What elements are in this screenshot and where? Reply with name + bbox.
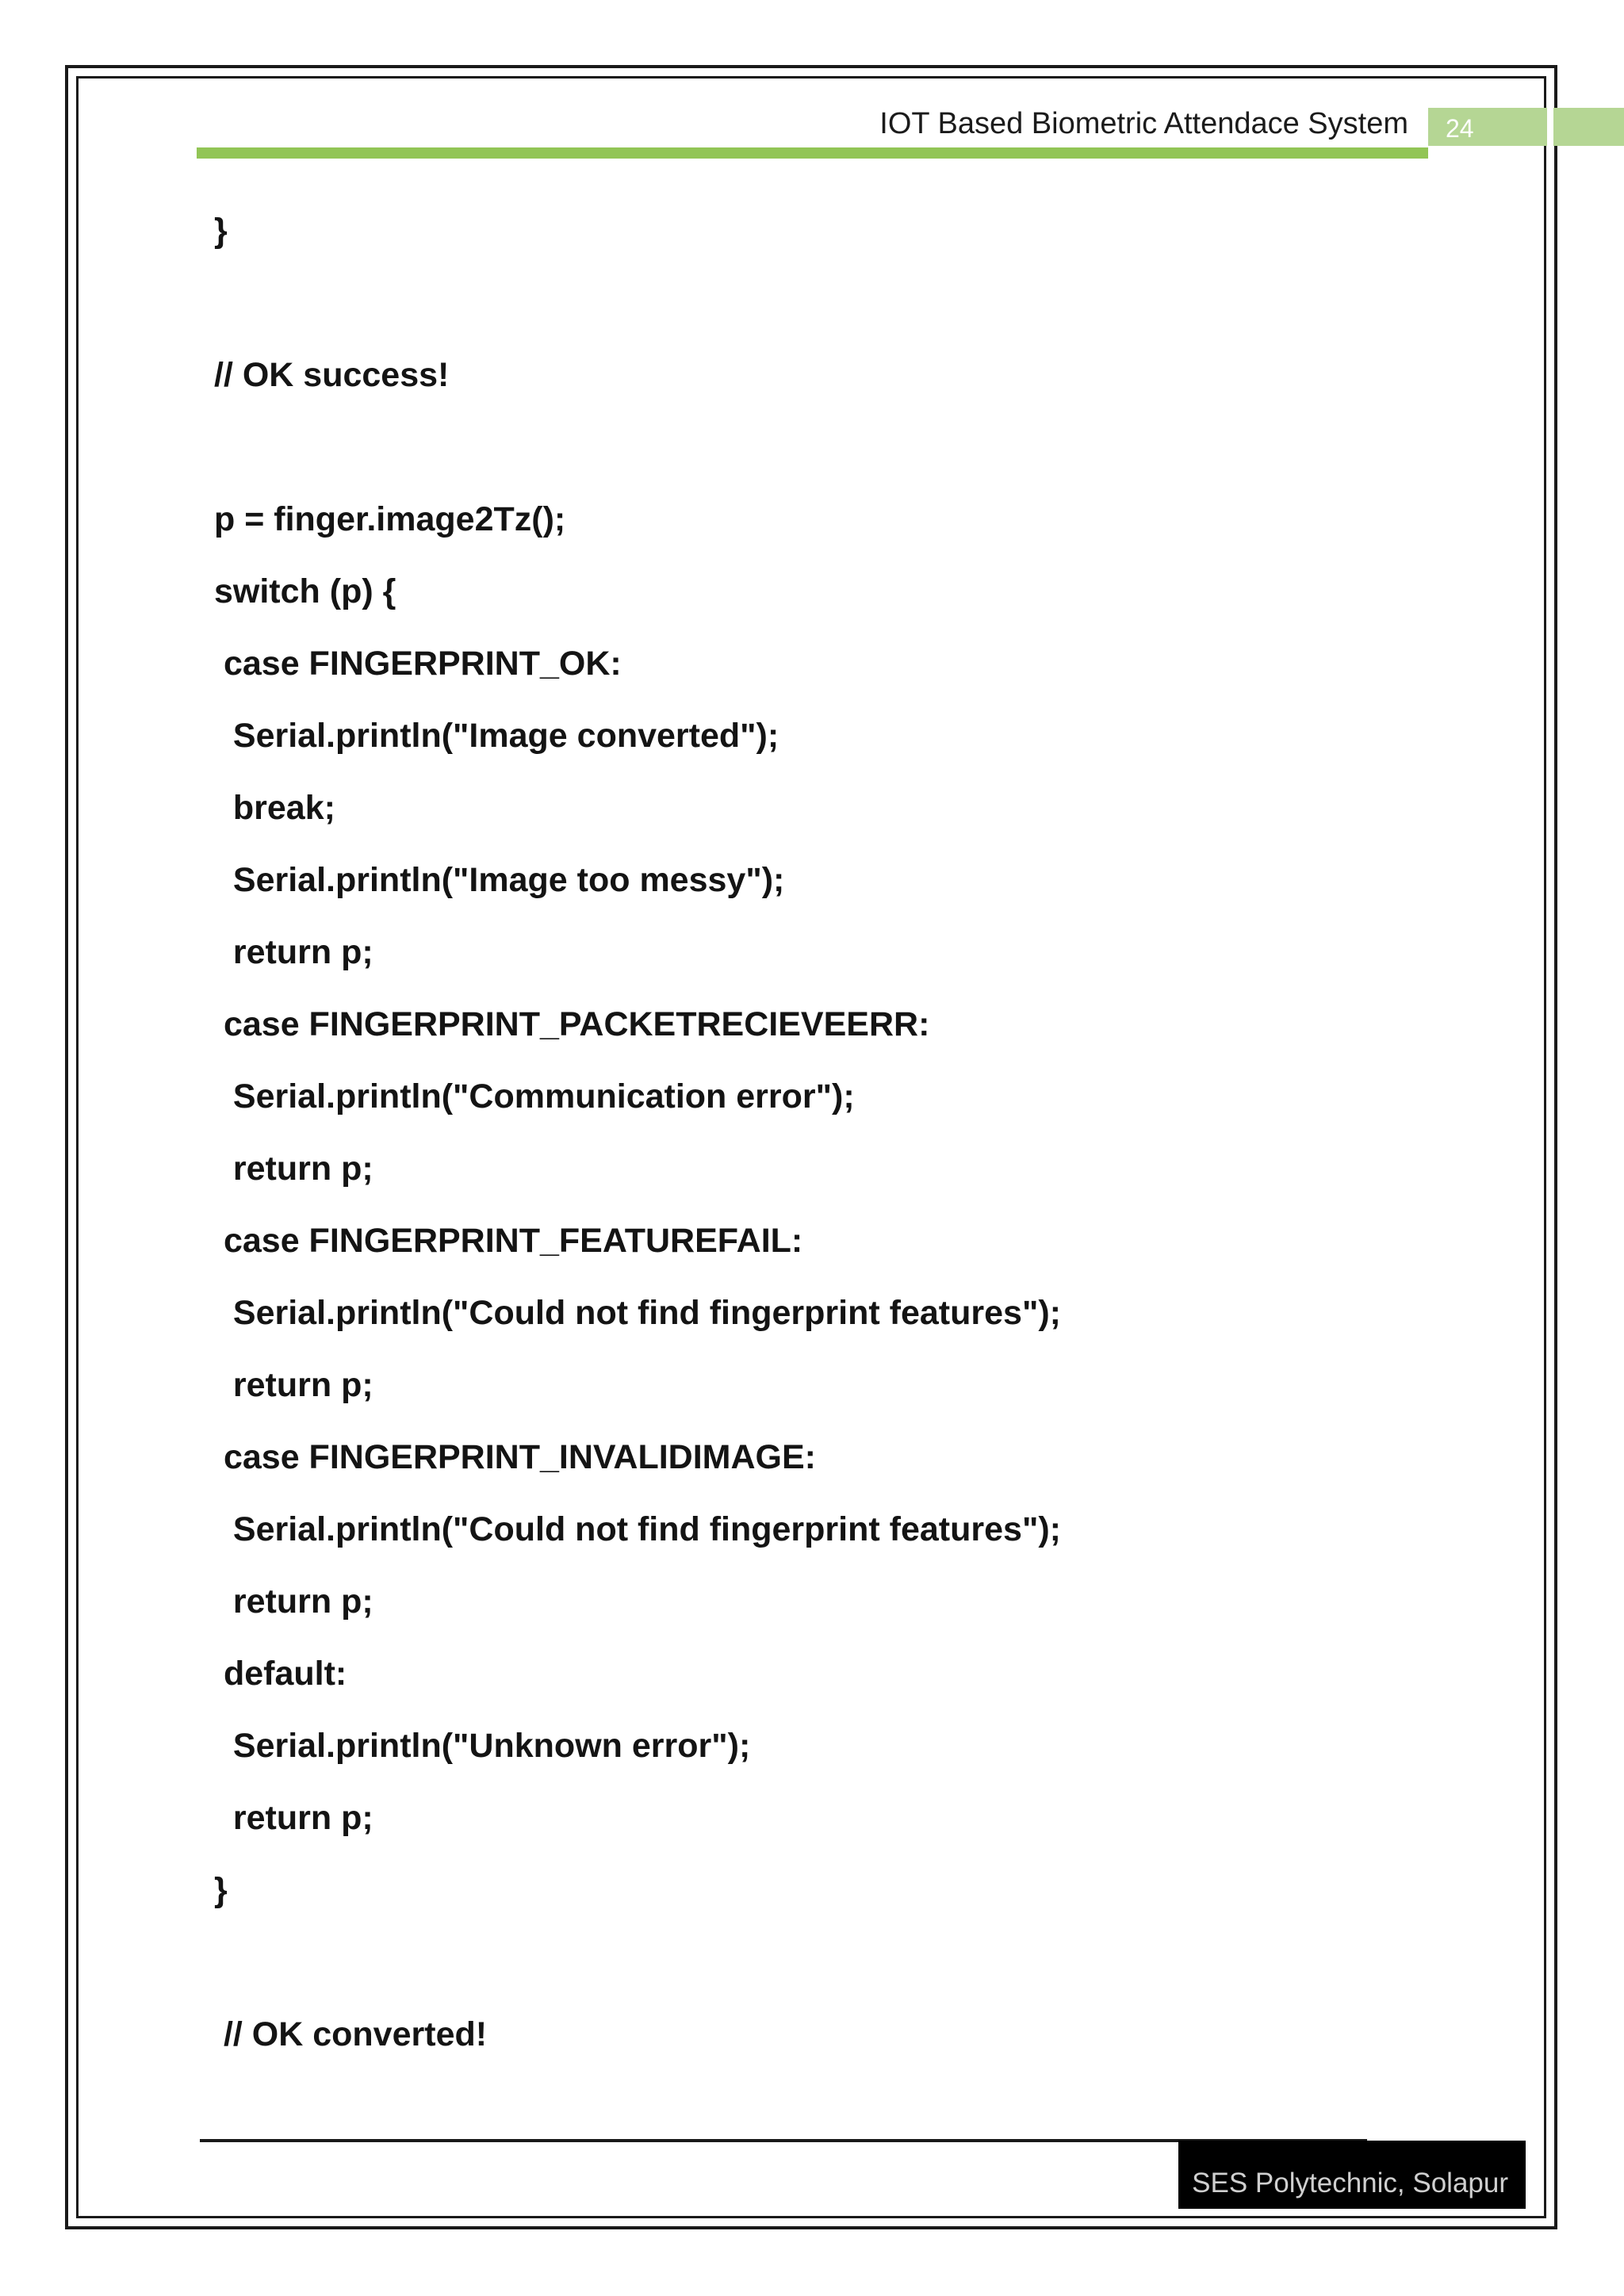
code-line: return p;	[214, 1366, 373, 1404]
code-line: p = finger.image2Tz();	[214, 500, 566, 538]
code-line: break;	[214, 789, 335, 827]
code-line: return p;	[214, 1582, 373, 1621]
code-line: // OK success!	[214, 356, 450, 394]
code-line: }	[214, 1871, 228, 1909]
code-line: Serial.println("Image converted");	[214, 717, 779, 755]
page-number: 24	[1428, 108, 1547, 146]
code-line	[214, 411, 1061, 484]
code-line	[214, 267, 1061, 339]
code-line: }	[214, 212, 228, 250]
code-line: case FINGERPRINT_PACKETRECIEVEERR:	[214, 1005, 930, 1043]
code-line: Serial.println("Unknown error");	[214, 1727, 751, 1765]
page-number-tab-extension	[1553, 108, 1624, 146]
code-line	[214, 1927, 1061, 1999]
code-line: Serial.println("Communication error");	[214, 1077, 855, 1115]
code-listing	[214, 195, 1061, 2071]
code-line: return p;	[214, 933, 373, 971]
code-line: return p;	[214, 1799, 373, 1837]
code-line: case FINGERPRINT_OK:	[214, 645, 622, 683]
code-line: case FINGERPRINT_INVALIDIMAGE:	[214, 1438, 816, 1476]
code-line: switch (p) {	[214, 572, 396, 610]
footer-institution: SES Polytechnic, Solapur	[1192, 2168, 1508, 2198]
code-line: return p;	[214, 1150, 373, 1188]
code-line: // OK converted!	[214, 2015, 488, 2053]
header-title: IOT Based Biometric Attendace System	[879, 107, 1408, 140]
code-line: Serial.println("Image too messy");	[214, 861, 785, 899]
code-line: default:	[214, 1655, 347, 1693]
code-line: Serial.println("Could not find fingerprint features");	[214, 1510, 1061, 1548]
code-line: case FINGERPRINT_FEATUREFAIL:	[214, 1222, 803, 1260]
header-rule	[197, 147, 1428, 159]
code-line: Serial.println("Could not find fingerprint features");	[214, 1294, 1061, 1332]
